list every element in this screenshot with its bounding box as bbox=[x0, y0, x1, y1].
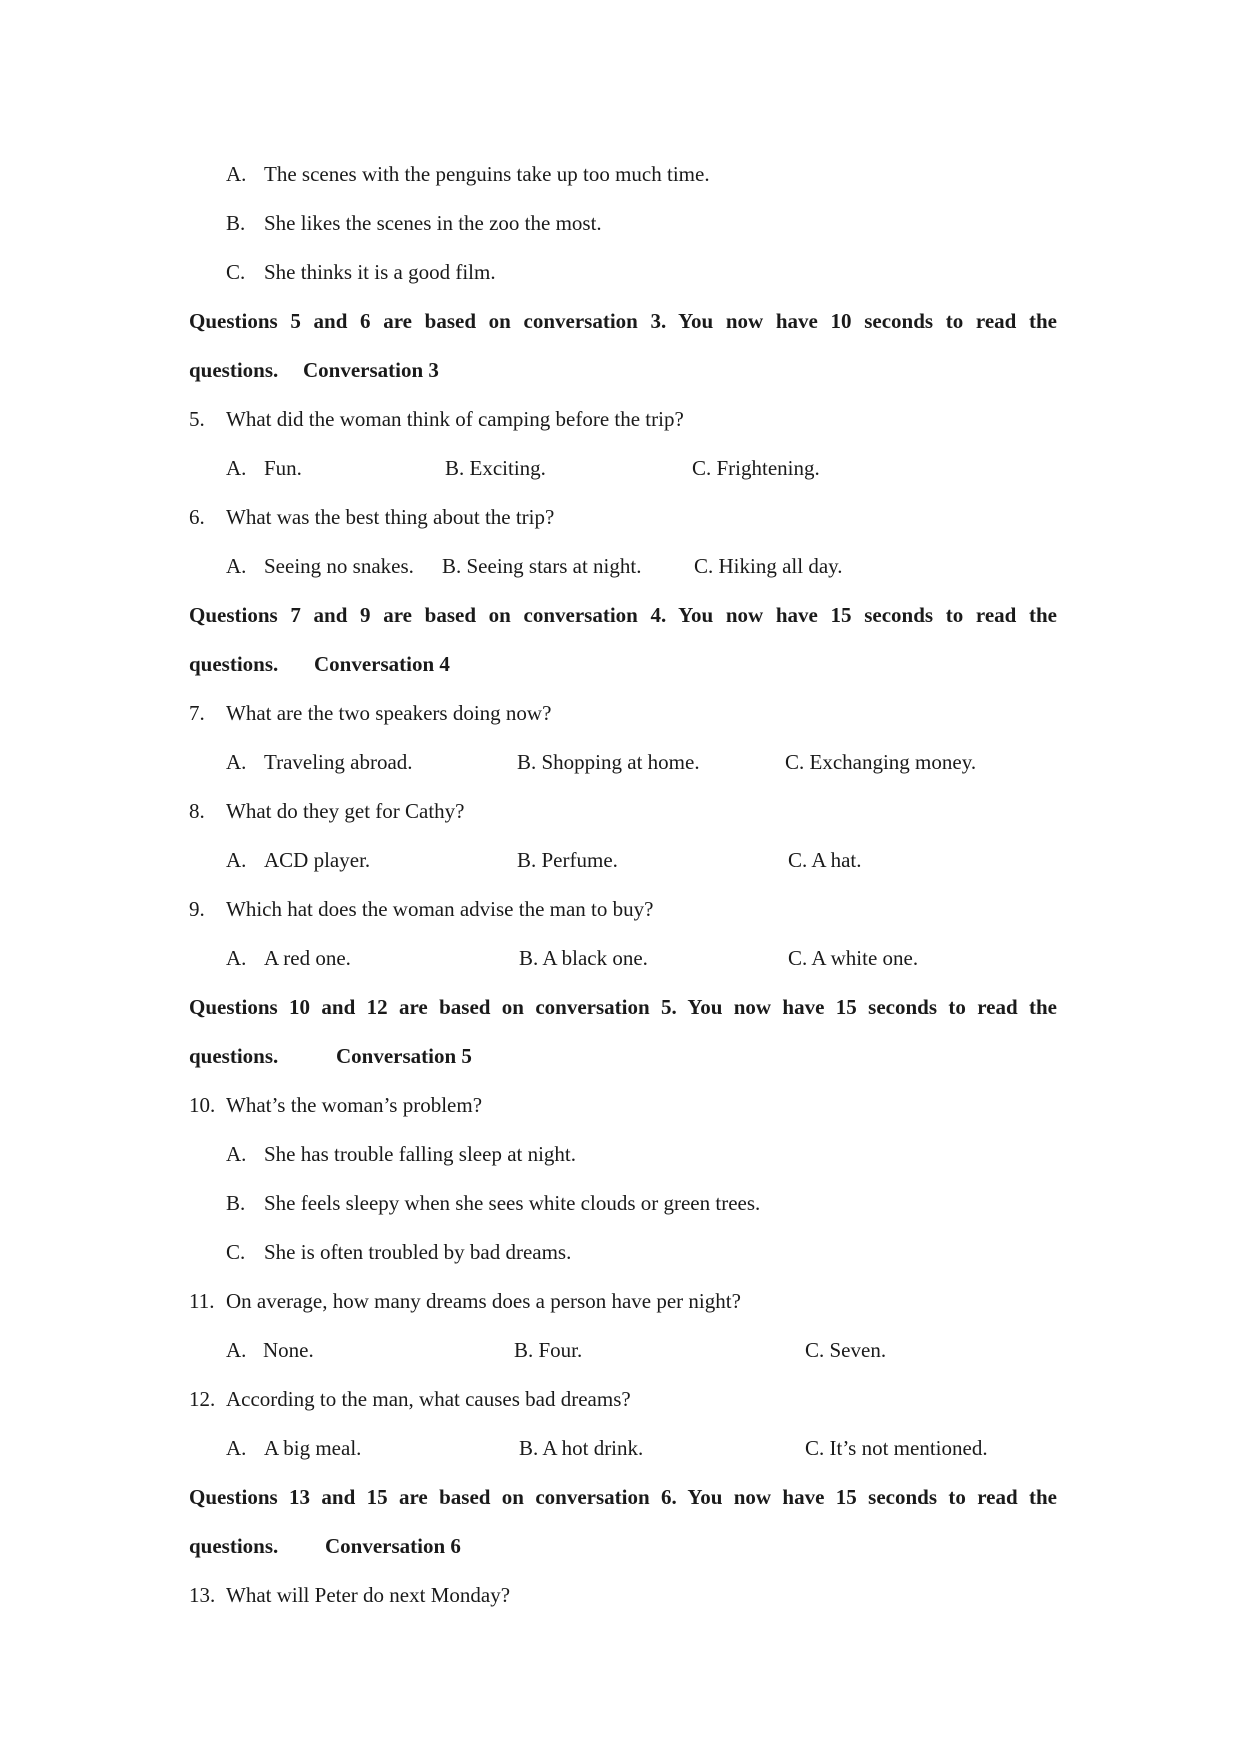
conversation-label: Conversation 4 bbox=[314, 652, 450, 676]
option-c: C. Exchanging money. bbox=[785, 750, 977, 774]
question-text: Which hat does the woman advise the man to buy? bbox=[226, 897, 654, 921]
section-instruction: Questions 10 and 12 are based on conversation 5. You now have 15 seconds to read the bbox=[189, 995, 1057, 1019]
question-text: What will Peter do next Monday? bbox=[226, 1583, 511, 1607]
question-number: 12. bbox=[189, 1387, 216, 1411]
option-letter: B. bbox=[226, 1191, 246, 1215]
option-letter: A. bbox=[226, 162, 247, 186]
option-text: She is often troubled by bad dreams. bbox=[264, 1240, 572, 1264]
question-text: What did the woman think of camping before the trip? bbox=[226, 407, 684, 431]
question-number: 8. bbox=[189, 799, 205, 823]
option-a: Traveling abroad. bbox=[264, 750, 413, 774]
option-a: ACD player. bbox=[264, 848, 371, 872]
option-c: C. Hiking all day. bbox=[694, 554, 843, 578]
conversation-label: Conversation 6 bbox=[325, 1534, 461, 1558]
instruction-cont-text: questions. bbox=[189, 1534, 279, 1558]
question-number: 10. bbox=[189, 1093, 216, 1117]
option-letter: A. bbox=[226, 456, 247, 480]
question-number: 9. bbox=[189, 897, 205, 921]
question-number: 7. bbox=[189, 701, 205, 725]
option-a: A big meal. bbox=[264, 1436, 362, 1460]
option-text: She feels sleepy when she sees white clouds or green trees. bbox=[264, 1191, 761, 1215]
instruction-cont-text: questions. bbox=[189, 652, 279, 676]
option-a: A red one. bbox=[264, 946, 351, 970]
option-a: None. bbox=[263, 1338, 314, 1362]
option-a: Fun. bbox=[264, 456, 302, 480]
option-b: B. Four. bbox=[514, 1338, 583, 1362]
question-number: 5. bbox=[189, 407, 205, 431]
question-number: 11. bbox=[189, 1289, 215, 1313]
question-text: What’s the woman’s problem? bbox=[226, 1093, 483, 1117]
question-text: What are the two speakers doing now? bbox=[226, 701, 552, 725]
option-b: B. Exciting. bbox=[445, 456, 546, 480]
question-text: On average, how many dreams does a person have per night? bbox=[226, 1289, 741, 1313]
option-text: She likes the scenes in the zoo the most. bbox=[264, 211, 602, 235]
option-c: C. A white one. bbox=[788, 946, 919, 970]
option-letter: A. bbox=[226, 848, 247, 872]
question-number: 6. bbox=[189, 505, 205, 529]
instruction-cont-text: questions. bbox=[189, 1044, 279, 1068]
conversation-label: Conversation 5 bbox=[336, 1044, 472, 1068]
option-b: B. A black one. bbox=[519, 946, 648, 970]
option-text: She thinks it is a good film. bbox=[264, 260, 496, 284]
option-letter: A. bbox=[226, 1436, 247, 1460]
section-instruction: Questions 5 and 6 are based on conversation 3. You now have 10 seconds to read the bbox=[189, 309, 1057, 333]
option-letter: C. bbox=[226, 1240, 246, 1264]
question-text: According to the man, what causes bad dreams? bbox=[226, 1387, 631, 1411]
option-text: She has trouble falling sleep at night. bbox=[264, 1142, 577, 1166]
option-b: B. Shopping at home. bbox=[517, 750, 700, 774]
option-c: C. Seven. bbox=[805, 1338, 887, 1362]
option-letter: B. bbox=[226, 211, 246, 235]
option-c: C. It’s not mentioned. bbox=[805, 1436, 988, 1460]
question-number: 13. bbox=[189, 1583, 216, 1607]
option-b: B. A hot drink. bbox=[519, 1436, 644, 1460]
option-letter: A. bbox=[226, 750, 247, 774]
option-c: C. Frightening. bbox=[692, 456, 820, 480]
option-letter: C. bbox=[226, 260, 246, 284]
option-a: Seeing no snakes. bbox=[264, 554, 414, 578]
option-c: C. A hat. bbox=[788, 848, 862, 872]
section-instruction: Questions 7 and 9 are based on conversation 4. You now have 15 seconds to read the bbox=[189, 603, 1057, 627]
option-letter: A. bbox=[226, 946, 247, 970]
option-letter: A. bbox=[226, 1338, 247, 1362]
option-letter: A. bbox=[226, 554, 247, 578]
question-text: What do they get for Cathy? bbox=[226, 799, 465, 823]
question-text: What was the best thing about the trip? bbox=[226, 505, 555, 529]
conversation-label: Conversation 3 bbox=[303, 358, 439, 382]
section-instruction: Questions 13 and 15 are based on conversation 6. You now have 15 seconds to read the bbox=[189, 1485, 1057, 1509]
option-b: B. Perfume. bbox=[517, 848, 618, 872]
instruction-cont-text: questions. bbox=[189, 358, 279, 382]
option-text: The scenes with the penguins take up too much time. bbox=[264, 162, 710, 186]
option-b: B. Seeing stars at night. bbox=[442, 554, 642, 578]
option-letter: A. bbox=[226, 1142, 247, 1166]
